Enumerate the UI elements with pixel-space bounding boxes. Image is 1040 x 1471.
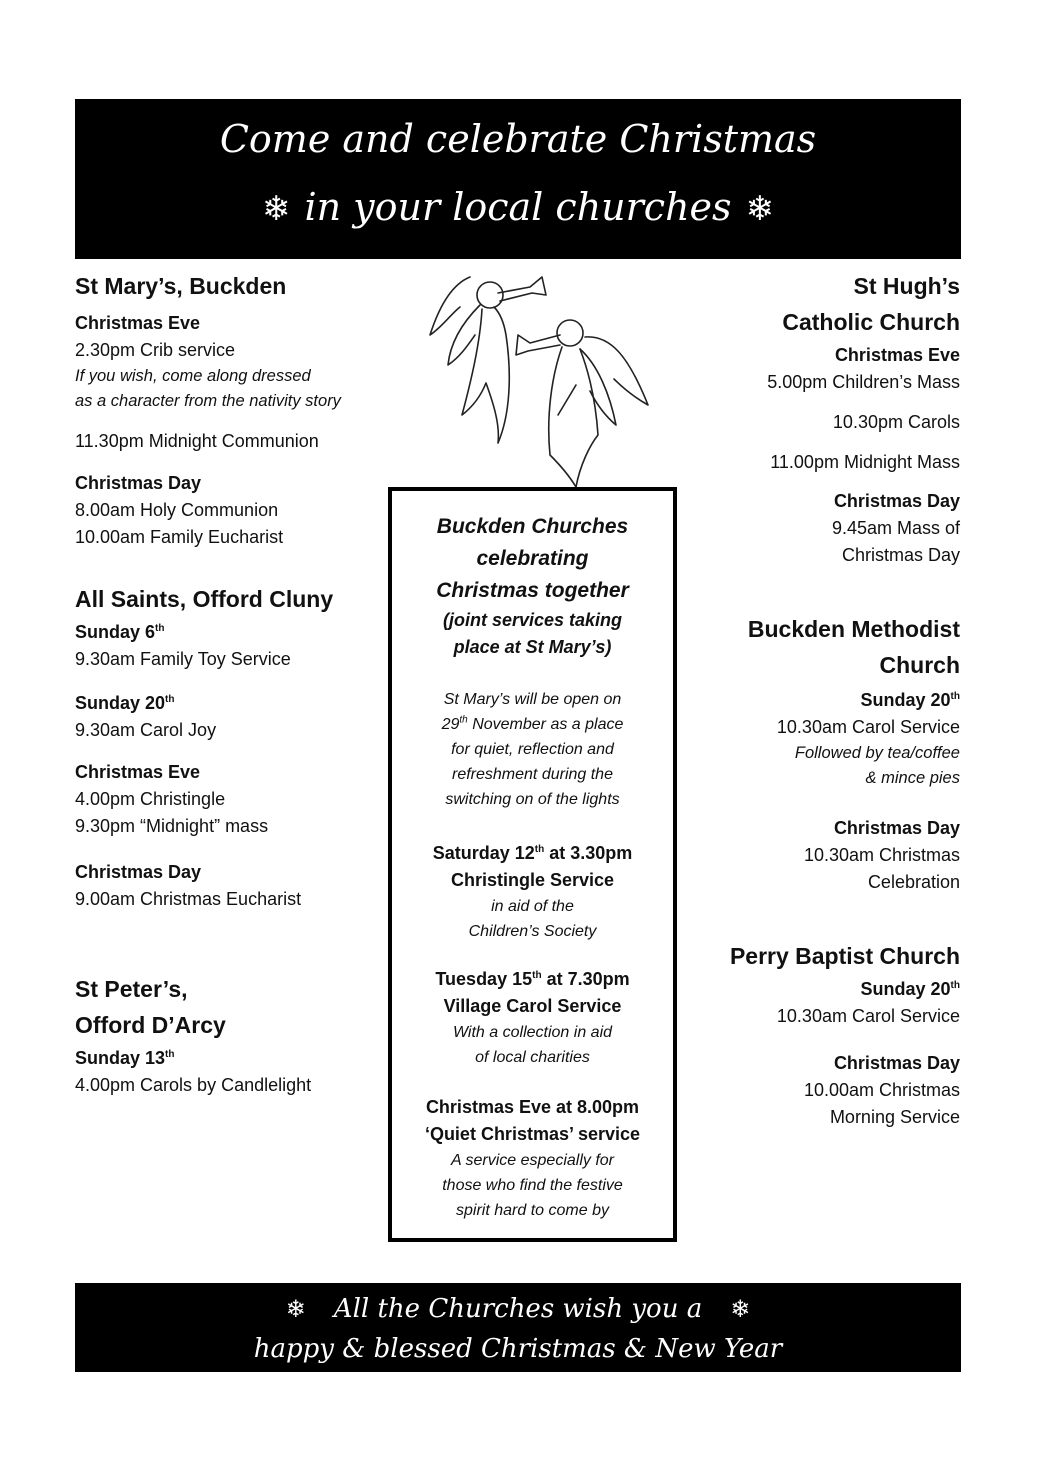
service-heading: Christmas Day: [833, 818, 960, 838]
header-title-text: in your local churches: [304, 185, 732, 229]
service-line: 10.30am Carol Service: [776, 717, 960, 737]
service-heading: Christmas Day: [833, 491, 960, 511]
service-line: 10.00am Family Eucharist: [75, 527, 284, 547]
box-note: St Mary’s will be open on 29th November as a place for quiet, reflection and refreshment during the switching on of the lights: [441, 691, 624, 808]
service-note: If you wish, come along dressed: [75, 367, 311, 385]
service-line: Celebration: [867, 872, 960, 892]
service-line: 9.30am Family Toy Service: [75, 649, 291, 669]
church-st-marys: [75, 268, 395, 551]
box-event: Saturday 12th at 3.30pm Christingle Service in aid of the Children’s Society: [432, 843, 633, 940]
service-line: 4.00pm Christingle: [75, 789, 226, 809]
church-perry-baptist: [610, 938, 960, 1131]
service-line: 5.00pm Children’s Mass: [767, 372, 960, 392]
angel-wing: [585, 337, 648, 405]
service-line: 10.00am Christmas: [803, 1080, 960, 1100]
box-title: Buckden Churches celebrating Christmas together: [436, 515, 629, 602]
service-line: Morning Service: [829, 1107, 960, 1127]
church-st-peters: [75, 971, 395, 1099]
church-name: Offord D’Arcy: [75, 1012, 226, 1038]
angel-head: [557, 320, 583, 346]
service-line: 10.30pm Carols: [832, 412, 960, 432]
right-column: [690, 268, 960, 1131]
service-heading: Sunday 13th: [75, 1048, 175, 1068]
angel-robe: [549, 347, 598, 487]
footer-banner: [75, 1283, 961, 1372]
service-line: Christmas Day: [841, 545, 960, 565]
church-name: St Hugh’s: [853, 273, 960, 299]
service-line: 10.30am Christmas: [803, 845, 960, 865]
service-line: 8.00am Holy Communion: [75, 500, 279, 520]
church-name: St Mary’s, Buckden: [75, 273, 287, 299]
service-note: & mince pies: [865, 769, 960, 787]
service-heading: Christmas Day: [75, 473, 202, 493]
service-heading: Sunday 20th: [860, 979, 960, 999]
church-name: Perry Baptist Church: [729, 943, 960, 969]
box-event: Tuesday 15th at 7.30pm Village Carol Service With a collection in aid of local charities: [435, 969, 630, 1066]
angel-head: [477, 282, 503, 308]
trumpet: [516, 335, 560, 355]
angel-robe: [462, 307, 509, 443]
service-heading: Christmas Eve: [75, 762, 201, 782]
angel-wing: [430, 277, 470, 335]
service-line: 9.30am Carol Joy: [75, 720, 217, 740]
service-line: 9.45am Mass of: [831, 518, 960, 538]
footer-line-2: happy & blessed Christmas & New Year: [253, 1334, 783, 1364]
church-buckden-methodist: [610, 611, 960, 896]
snowflake-icon: ❄: [261, 189, 291, 229]
service-heading: Christmas Eve: [75, 313, 201, 333]
service-line: 11.30pm Midnight Communion: [75, 431, 319, 451]
service-heading: Sunday 6th: [75, 622, 165, 642]
trumpeting-angels-illustration: [420, 265, 660, 490]
box-subtitle: (joint services taking place at St Mary’s): [442, 610, 623, 657]
header-title-line-2: [75, 185, 961, 231]
footer-line-1: ❄ All the Churches wish you a ❄: [285, 1294, 751, 1324]
service-line: 2.30pm Crib service: [75, 340, 236, 360]
church-all-saints: [75, 581, 395, 913]
header-banner: [75, 99, 961, 259]
left-column: [75, 268, 395, 1099]
angel-wing: [580, 349, 616, 425]
service-heading: Christmas Day: [833, 1053, 960, 1073]
trumpet: [498, 277, 546, 301]
service-line: 9.30pm “Midnight” mass: [75, 816, 269, 836]
church-name: Church: [879, 652, 960, 678]
angel-arm: [558, 385, 576, 415]
service-line: 9.00am Christmas Eucharist: [75, 889, 302, 909]
church-name: Catholic Church: [782, 309, 960, 335]
church-name: All Saints, Offord Cluny: [75, 586, 334, 612]
service-heading: Sunday 20th: [860, 690, 960, 710]
service-note: as a character from the nativity story: [75, 392, 341, 410]
service-note: Followed by tea/coffee: [794, 744, 960, 762]
service-line: 10.30am Carol Service: [776, 1006, 960, 1026]
service-heading: Sunday 20th: [75, 693, 175, 713]
snowflake-icon: ❄: [730, 1295, 751, 1323]
box-event: Christmas Eve at 8.00pm ‘Quiet Christmas’ service A service especially for those who find the festive spirit hard to come by: [424, 1097, 641, 1219]
church-name: Buckden Methodist: [747, 616, 960, 642]
church-st-hughs: [690, 268, 960, 569]
service-line: 11.00pm Midnight Mass: [770, 452, 960, 472]
service-line: 4.00pm Carols by Candlelight: [75, 1075, 312, 1095]
service-heading: Christmas Eve: [834, 345, 960, 365]
service-heading: Christmas Day: [75, 862, 202, 882]
church-name: St Peter’s,: [75, 976, 188, 1002]
snowflake-icon: ❄: [745, 189, 775, 229]
snowflake-icon: ❄: [285, 1295, 306, 1323]
header-title-line-1: Come and celebrate Christmas: [219, 117, 817, 161]
